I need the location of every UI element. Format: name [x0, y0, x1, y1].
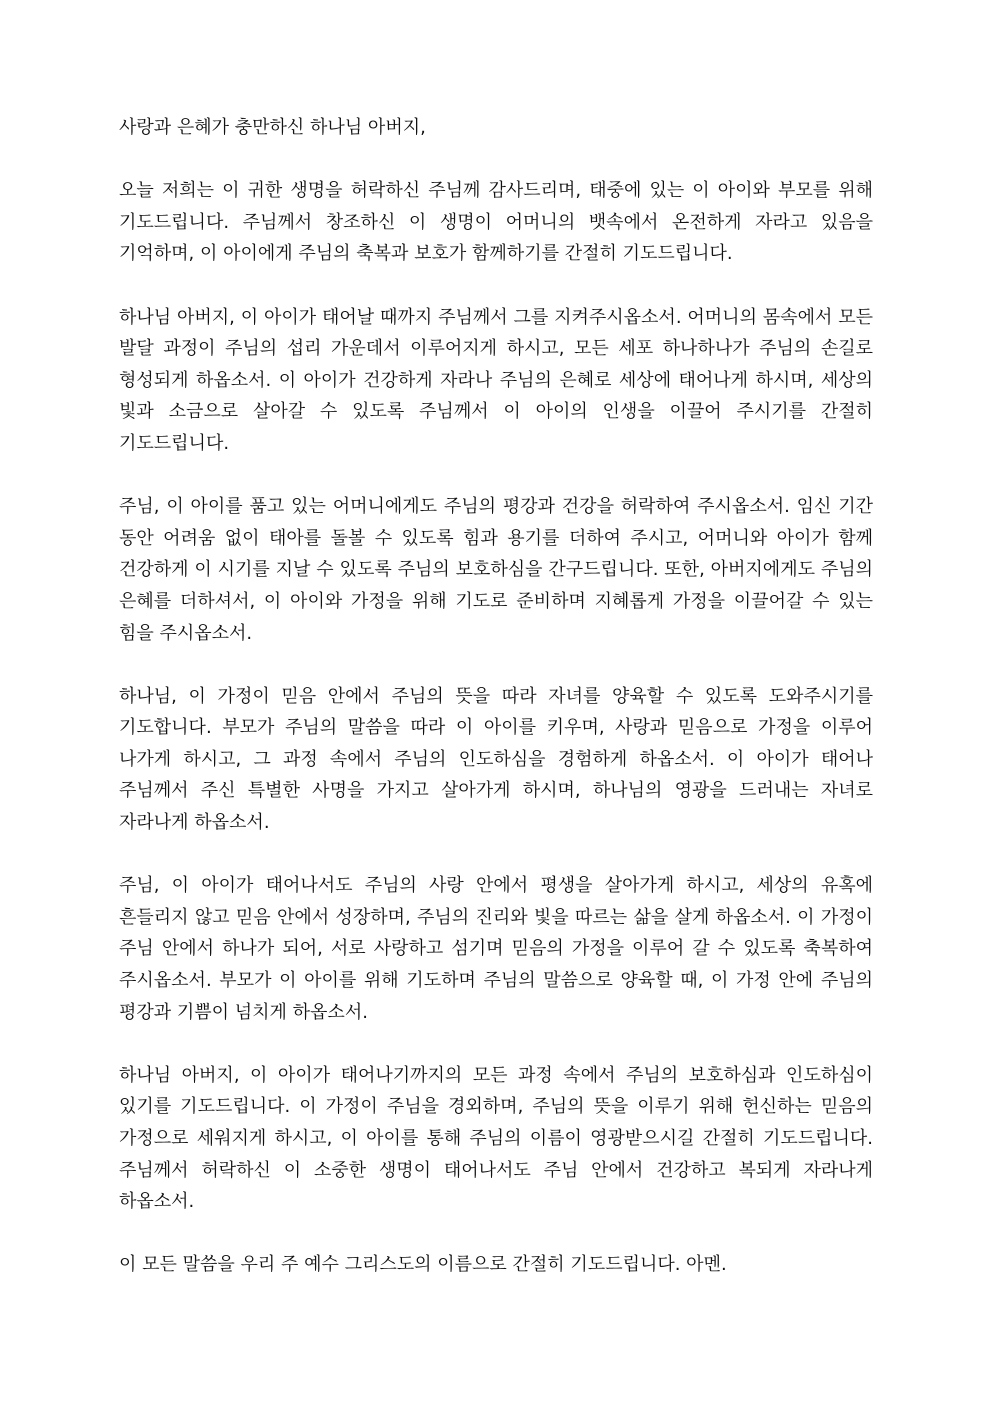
prayer-paragraph: 하나님 아버지, 이 아이가 태어날 때까지 주님께서 그를 지켜주시옵소서. 어머니의 몸속에서 모든 발달 과정이 주님의 섭리 가운데서 이루어지게 하시고, 모든 세포 하나하나가 주님의 손길로 형성되게 하옵소서. 이 아이가 건강하게 자라나 주님의 은혜로 세상에 태어나게 하시며, 세상의 빛과 소금으로 살아갈 수 있도록 주님께서 이 아이의 인생을 이끌어 주시기를 간절히 기도드립니다.: [119, 306, 873, 454]
greeting-paragraph: 사랑과 은혜가 충만하신 하나님 아버지,: [119, 117, 426, 138]
prayer-paragraph: 하나님 아버지, 이 아이가 태어나기까지의 모든 과정 속에서 주님의 보호하심과 인도하심이 있기를 기도드립니다. 이 가정이 주님을 경외하며, 주님의 뜻을 이루기 위해 헌신하는 믿음의 가정으로 세워지게 하시고, 이 아이를 통해 주님의 이름이 영광받으시길 간절히 기도드립니다. 주님께서 허락하신 이 소중한 생명이 태어나서도 주님 안에서 건강하고 복되게 자라나게 하옵소서.: [119, 1064, 873, 1213]
prayer-paragraph: 하나님, 이 가정이 믿음 안에서 주님의 뜻을 따라 자녀를 양육할 수 있도록 도와주시기를 기도합니다. 부모가 주님의 말씀을 따라 이 아이를 키우며, 사랑과 믿음으로 가정을 이루어 나가게 하시고, 그 과정 속에서 주님의 인도하심을 경험하게 하옵소서. 이 아이가 태어나 주님께서 주신 특별한 사명을 가지고 살아가게 하시며, 하나님의 영광을 드러내는 자녀로 자라나게 하옵소서.: [119, 685, 873, 834]
closing-paragraph: 이 모든 말씀을 우리 주 예수 그리스도의 이름으로 간절히 기도드립니다. 아멘.: [119, 1254, 727, 1276]
prayer-paragraph: 주님, 이 아이를 품고 있는 어머니에게도 주님의 평강과 건강을 허락하여 주시옵소서. 임신 기간 동안 어려움 없이 태아를 돌볼 수 있도록 힘과 용기를 더하여 주시고, 어머니와 아이가 함께 건강하게 이 시기를 지날 수 있도록 주님의 보호하심을 간구드립니다. 또한, 아버지에게도 주님의 은혜를 더하셔서, 이 아이와 가정을 위해 기도로 준비하며 지혜롭게 가정을 이끌어갈 수 있는 힘을 주시옵소서.: [119, 496, 873, 644]
document-body: [119, 112, 873, 1313]
prayer-paragraph: 주님, 이 아이가 태어나서도 주님의 사랑 안에서 평생을 살아가게 하시고, 세상의 유혹에 흔들리지 않고 믿음 안에서 성장하며, 주님의 진리와 빛을 따르는 삶을 살게 하옵소서. 이 가정이 주님 안에서 하나가 되어, 서로 사랑하고 섬기며 믿음의 가정을 이루어 갈 수 있도록 축복하여 주시옵소서. 부모가 이 아이를 위해 기도하며 주님의 말씀으로 양육할 때, 이 가정 안에 주님의 평강과 기쁨이 넘치게 하옵소서.: [119, 875, 873, 1023]
prayer-paragraph: 오늘 저희는 이 귀한 생명을 허락하신 주님께 감사드리며, 태중에 있는 이 아이와 부모를 위해 기도드립니다. 주님께서 창조하신 이 생명이 어머니의 뱃속에서 온전하게 자라고 있음을 기억하며, 이 아이에게 주님의 축복과 보호가 함께하기를 간절히 기도드립니다.: [119, 180, 873, 265]
